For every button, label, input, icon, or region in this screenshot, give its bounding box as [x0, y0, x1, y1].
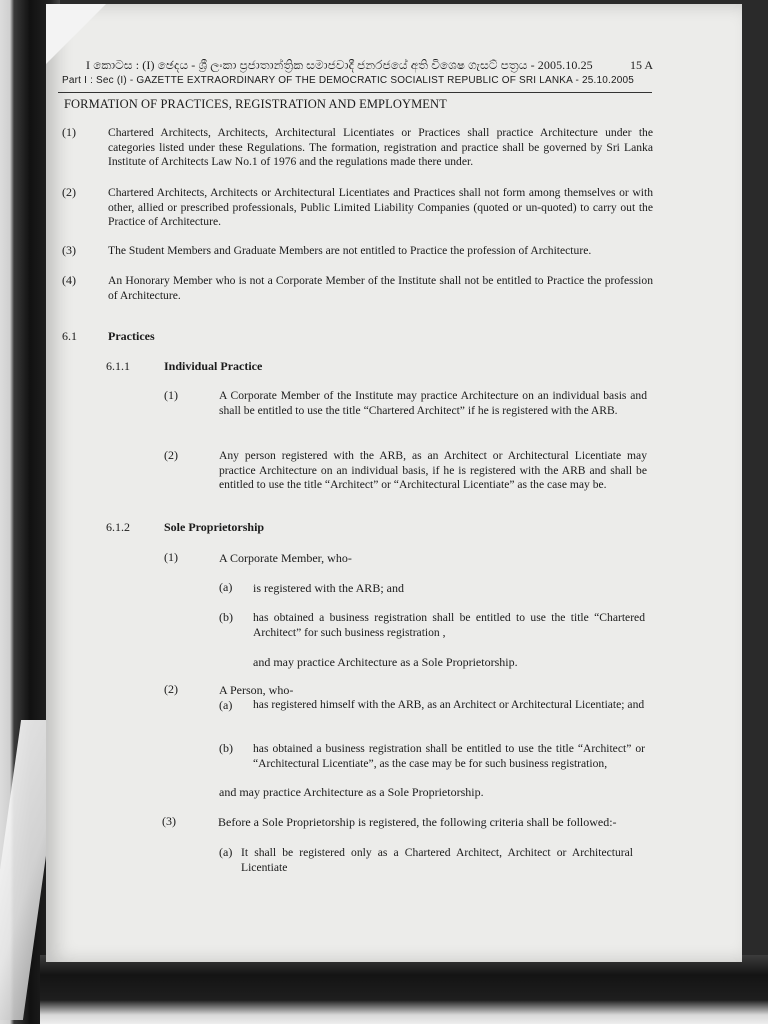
sole-item-3-number: (3) — [162, 814, 176, 828]
clause-1-text: Chartered Architects, Architects, Architectural Licentiates or Practices shall practice Architecture under the categories listed under these Regulations. The formation, registration and practice shall be governed by Sri Lanka Institute of Architects Law No.1 of 1976 and the regulations made there under. — [108, 126, 653, 169]
individual-item-2-number: (2) — [164, 448, 178, 462]
individual-item-2-text: Any person registered with the ARB, as an Architect or Architectural Licentiate may practice Architecture on an individual basis, if he is registered with the ARB and shall be entitled to use the title “Architect” or “Architectural Licentiate” as the case may be. — [219, 449, 647, 492]
header-english-line: Part I : Sec (I) - GAZETTE EXTRAORDINARY OF THE DEMOCRATIC SOCIALIST REPUBLIC OF SRI LANKA - 25.10.2005 — [62, 75, 635, 86]
clause-2-text: Chartered Architects, Architects or Architectural Licentiates and Practices shall not form among themselves or with other, allied or prescribed professionals, Public Limited Liability Companies (quoted or un-quoted) to carry out the Practice of Architecture. — [108, 186, 653, 229]
folded-corner — [46, 4, 106, 64]
individual-item-1-text: A Corporate Member of the Institute may practice Architecture on an individual basis and shall be entitled to use the title “Chartered Architect” if he is registered with the ARB. — [219, 389, 647, 417]
section-6-1-1-title: Individual Practice — [164, 359, 263, 373]
clause-4-number: (4) — [62, 273, 76, 287]
header-rule — [58, 92, 652, 93]
header-sinhala-line: I කොටස : (I) ඡෙදය - ශ්‍රී ලංකා ප්‍රජාතාන්ත්‍රික සමාජවාදී ජනරජයේ අති විශෙෂ ගැසට් පත්‍රය - 2005.10.25 — [86, 58, 593, 72]
sole-item-1a-text: is registered with the ARB; and — [253, 581, 404, 595]
sole-item-1-lead: A Corporate Member, who- — [219, 551, 352, 565]
clause-1-number: (1) — [62, 125, 76, 139]
section-6-1-number: 6.1 — [62, 329, 77, 343]
sole-item-1a-number: (a) — [219, 580, 233, 594]
sole-item-1-tail: and may practice Architecture as a Sole Proprietorship. — [253, 655, 518, 669]
scan-edge-bottom — [40, 955, 768, 1024]
sole-item-1b-text: has obtained a business registration shall be entitled to use the title “Chartered Architect” for such business registration , — [253, 611, 645, 639]
section-6-1-title: Practices — [108, 329, 155, 343]
sole-item-2a-text: has registered himself with the ARB, as an Architect or Architectural Licentiate; and — [253, 698, 645, 711]
sole-item-3a-text: It shall be registered only as a Chartered Architect, Architect or Architectural Licentiate — [241, 846, 633, 874]
sole-item-2a-number: (a) — [219, 698, 233, 712]
section-6-1-2-number: 6.1.2 — [106, 520, 130, 534]
sole-item-2-number: (2) — [164, 682, 178, 696]
page-number: 15 A — [630, 58, 654, 72]
clause-3-number: (3) — [62, 243, 76, 257]
clause-4-text: An Honorary Member who is not a Corporate Member of the Institute shall not be entitled to Practice the profession of Architecture. — [108, 274, 653, 302]
sole-item-3a-number: (a) — [219, 845, 233, 859]
individual-item-1-number: (1) — [164, 388, 178, 402]
sole-item-2-lead: A Person, who- — [219, 683, 294, 697]
sole-item-3-lead: Before a Sole Proprietorship is registered, the following criteria shall be followed:- — [218, 815, 617, 829]
section-heading: FORMATION OF PRACTICES, REGISTRATION AND EMPLOYMENT — [64, 97, 447, 111]
sole-item-1-number: (1) — [164, 550, 178, 564]
sole-item-2b-text: has obtained a business registration shall be entitled to use the title “Architect” or “Architectural Licentiate”, as the case may be for such business registration, — [253, 742, 645, 770]
section-6-1-1-number: 6.1.1 — [106, 359, 130, 373]
sole-item-2-tail: and may practice Architecture as a Sole Proprietorship. — [219, 785, 484, 799]
clause-3-text: The Student Members and Graduate Members are not entitled to Practice the profession of Architecture. — [108, 244, 592, 257]
sole-item-2b-number: (b) — [219, 741, 233, 755]
section-6-1-2-title: Sole Proprietorship — [164, 520, 265, 534]
clause-2-number: (2) — [62, 185, 76, 199]
sole-item-1b-number: (b) — [219, 610, 233, 624]
